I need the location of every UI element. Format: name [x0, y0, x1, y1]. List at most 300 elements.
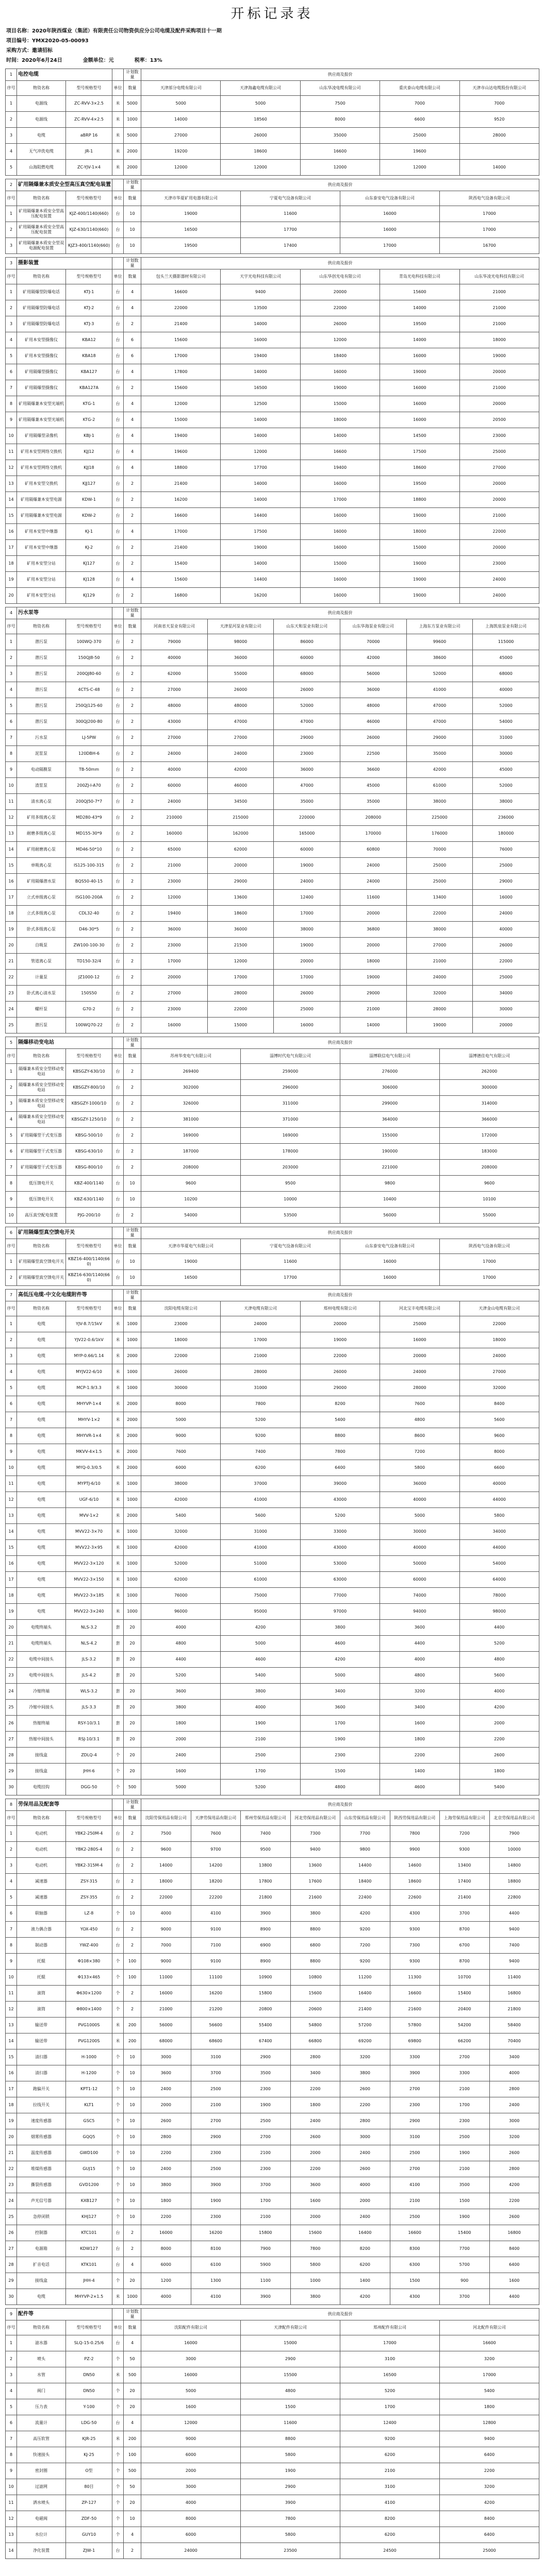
row-spec: NLS-3.2	[66, 1620, 112, 1636]
row-price: 16600	[390, 2225, 440, 2241]
row-qty: 10	[124, 2113, 141, 2129]
row-spec: 150QJ8-50	[66, 650, 112, 666]
row-price: 2300	[300, 1748, 380, 1764]
row-price: 52000	[473, 778, 539, 794]
row-price: 26000	[221, 128, 300, 144]
document-meta	[6, 26, 539, 65]
row-seq: 25	[6, 2209, 17, 2225]
row-price: 2500	[221, 1748, 300, 1764]
table-row	[6, 2177, 539, 2193]
row-price: 41000	[406, 682, 473, 698]
row-unit: 个	[112, 2399, 124, 2415]
header-row	[6, 1049, 539, 1064]
row-price: 5800	[241, 2527, 340, 2543]
row-name: 立式单级离心泵	[17, 890, 66, 906]
row-spec: KJ129	[66, 588, 112, 604]
row-price: 9400	[221, 284, 300, 300]
bid-table	[5, 69, 539, 176]
row-name: 矿用隔爆型防爆电话	[17, 300, 66, 316]
row-price: 12000	[221, 160, 300, 176]
row-spec: JLS-3.2	[66, 1652, 112, 1668]
row-qty: 1000	[124, 1476, 141, 1492]
row-name: 潜污泵	[17, 666, 66, 682]
row-price: 11600	[241, 1254, 340, 1270]
row-qty: 500	[124, 1780, 141, 1795]
row-price: 42000	[141, 1540, 221, 1556]
row-name: 电缆中间接头	[17, 1668, 66, 1684]
row-unit: 台	[112, 634, 124, 650]
supplier-name: 沈阳电缆有限公司	[141, 1301, 221, 1316]
row-spec: KBSGZY-630/10	[66, 1064, 112, 1080]
row-name: 矿用本安型分站	[17, 572, 66, 588]
row-price: 60000	[274, 650, 340, 666]
row-name: 计量泵	[17, 970, 66, 986]
row-spec: GQQ5	[66, 2129, 112, 2145]
row-name: 流量计	[17, 2415, 66, 2431]
row-price: 99600	[406, 634, 473, 650]
table-row	[6, 1524, 539, 1540]
row-price: 26000	[274, 682, 340, 698]
row-unit: 台	[112, 460, 124, 476]
row-unit: 台	[112, 1144, 124, 1160]
row-price: 2600	[489, 2209, 539, 2225]
row-price: 2100	[221, 1732, 300, 1748]
row-seq: 8	[6, 1938, 17, 1954]
row-qty: 4	[124, 524, 141, 540]
table-row	[6, 96, 539, 112]
row-price: 97000	[300, 1604, 380, 1620]
table-row	[6, 524, 539, 540]
row-unit: 台	[112, 1842, 124, 1858]
row-price: 47000	[274, 714, 340, 730]
row-name: 矿用隔爆型摄像仪	[17, 380, 66, 396]
row-price: 8800	[300, 1428, 380, 1444]
row-price: 11100	[191, 1970, 241, 1986]
row-spec: KBSGZY-800/10	[66, 1080, 112, 1096]
row-seq: 10	[6, 1208, 17, 1224]
row-unit: 台	[112, 2543, 124, 2559]
row-price: 16200	[141, 492, 221, 508]
row-qty: 500	[124, 2367, 141, 2383]
row-price: 2900	[241, 2049, 291, 2065]
row-spec: JLS-3.3	[66, 1700, 112, 1716]
row-name: 速度传感器	[17, 2113, 66, 2129]
row-spec: KBA127	[66, 364, 112, 380]
row-price: 9700	[191, 1842, 241, 1858]
row-price: 45000	[473, 762, 539, 778]
row-qty: 2	[124, 1208, 141, 1224]
row-price: 21400	[141, 476, 221, 492]
row-seq: 29	[6, 1764, 17, 1780]
row-price: 17000	[274, 906, 340, 922]
row-unit: 台	[112, 572, 124, 588]
row-qty: 2	[124, 746, 141, 762]
row-price: 5400	[141, 1508, 221, 1524]
row-price: 25000	[473, 858, 539, 874]
row-name: 电缆	[17, 1572, 66, 1588]
row-price: 26000	[473, 938, 539, 954]
row-price: 17700	[241, 1270, 340, 1286]
row-price: 14000	[141, 112, 221, 128]
row-price: 26000	[274, 986, 340, 1002]
row-price: 3300	[390, 2049, 440, 2065]
row-price: 15600	[141, 380, 221, 396]
row-price: 68000	[473, 666, 539, 682]
row-qty: 4	[124, 412, 141, 428]
row-seq: 10	[6, 778, 17, 794]
row-qty: 100	[124, 1954, 141, 1970]
row-price: 16000	[300, 572, 380, 588]
row-seq: 25	[6, 1018, 17, 1033]
row-price: 18000	[141, 1874, 191, 1890]
table-row	[6, 2129, 539, 2145]
row-price: 8200	[300, 1396, 380, 1412]
row-price: 3800	[340, 2065, 390, 2081]
supplier-name: 天津电缆有限公司	[221, 1301, 300, 1316]
row-price: 169000	[241, 1128, 340, 1144]
supplier-name: 山东劳保用品有限公司	[340, 1811, 390, 1826]
row-price: 18000	[380, 524, 459, 540]
row-seq: 1	[6, 96, 17, 112]
row-price: 48000	[340, 698, 406, 714]
row-price: 5200	[221, 1780, 300, 1795]
row-price: 11400	[489, 1970, 539, 1986]
row-price: 20000	[459, 540, 539, 556]
row-price: 3400	[380, 1700, 459, 1716]
row-price: 1100	[241, 2273, 291, 2289]
table-row	[6, 2049, 539, 2065]
row-unit: 台	[112, 1254, 124, 1270]
row-price: 296000	[241, 1080, 340, 1096]
row-price: 6200	[221, 1460, 300, 1476]
row-price: 14000	[340, 1018, 406, 1033]
row-qty: 4	[124, 396, 141, 412]
bid-table	[5, 257, 539, 604]
row-seq: 11	[6, 1476, 17, 1492]
row-price: 18560	[221, 112, 300, 128]
header-row	[6, 619, 539, 634]
row-price: 38000	[274, 922, 340, 938]
row-price: 16000	[340, 1270, 440, 1286]
row-price: 2800	[489, 2081, 539, 2097]
row-price: 24000	[207, 746, 274, 762]
row-seq: 16	[6, 1556, 17, 1572]
row-spec: YWZ-400	[66, 1938, 112, 1954]
row-spec: MYPTJ-6/10	[66, 1476, 112, 1492]
table-row	[6, 1018, 539, 1033]
row-qty: 2	[124, 380, 141, 396]
row-qty: 2	[124, 1144, 141, 1160]
planned-qty-label: 计划数量	[124, 607, 141, 619]
row-spec: KJZ-400/1140(660)	[66, 206, 112, 222]
row-price: 2500	[390, 2145, 440, 2161]
row-price: 215000	[207, 810, 274, 826]
table-row	[6, 556, 539, 572]
row-price: 21400	[141, 540, 221, 556]
row-unit: 台	[112, 2335, 124, 2351]
quote-header: 供应商及报价	[141, 179, 539, 191]
table-row	[6, 2225, 539, 2241]
row-price: 2500	[241, 2113, 291, 2129]
row-qty: 2	[124, 954, 141, 970]
row-spec: KLT1	[66, 2097, 112, 2113]
row-unit: 台	[112, 794, 124, 810]
row-price: 12400	[340, 2415, 440, 2431]
row-price: 40000	[473, 682, 539, 698]
row-qty: 1000	[124, 1572, 141, 1588]
blank-cell	[112, 179, 124, 191]
row-price: 17000	[141, 954, 208, 970]
row-price: 7000	[141, 1938, 191, 1954]
row-price: 5200	[221, 1412, 300, 1428]
row-price: 3700	[191, 2065, 241, 2081]
row-qty: 10	[124, 2081, 141, 2097]
row-spec: JHH-6	[66, 1764, 112, 1780]
row-price: 25000	[459, 444, 539, 460]
row-price: 17000	[340, 238, 440, 254]
row-price: 20000	[300, 1316, 380, 1332]
row-qty: 2	[124, 2225, 141, 2241]
row-price: 60000	[274, 842, 340, 858]
row-price: 2000	[340, 2193, 390, 2209]
row-price: 24000	[459, 1348, 539, 1364]
row-price: 4000	[340, 2177, 390, 2193]
col-seq: 序号	[6, 1239, 17, 1254]
row-seq: 9	[6, 412, 17, 428]
row-unit: 台	[112, 1002, 124, 1018]
row-spec: DGG-50	[66, 1780, 112, 1795]
row-price: 12000	[207, 954, 274, 970]
bid-table	[5, 179, 539, 254]
table-row	[6, 1096, 539, 1112]
row-price: 15600	[141, 572, 221, 588]
row-price: 12000	[141, 890, 208, 906]
row-price: 12400	[274, 890, 340, 906]
row-price: 3100	[340, 2479, 440, 2495]
table-row	[6, 1412, 539, 1428]
table-row	[6, 778, 539, 794]
row-price: 66800	[290, 2033, 340, 2049]
table-row	[6, 1144, 539, 1160]
row-seq: 13	[6, 476, 17, 492]
row-unit: 个	[112, 2447, 124, 2463]
row-spec: KBA12	[66, 332, 112, 348]
row-price: 8300	[390, 2241, 440, 2257]
row-price: 19500	[380, 476, 459, 492]
row-unit: 米	[112, 1476, 124, 1492]
table-row	[6, 1716, 539, 1732]
row-unit: 个	[112, 2097, 124, 2113]
row-price: 3900	[191, 2177, 241, 2193]
row-seq: 11	[6, 444, 17, 460]
row-unit: 台	[112, 986, 124, 1002]
row-seq: 7	[6, 380, 17, 396]
row-price: 7600	[191, 1826, 241, 1842]
row-qty: 2000	[124, 1444, 141, 1460]
row-name: 托辊	[17, 1970, 66, 1986]
row-price: 9000	[141, 1954, 191, 1970]
row-price: 4600	[300, 1636, 380, 1652]
row-unit: 台	[112, 682, 124, 698]
row-name: 矿用本安型摄像仪	[17, 332, 66, 348]
col-unit: 单位	[112, 269, 124, 284]
row-seq: 4	[6, 682, 17, 698]
row-price: 187000	[141, 1144, 241, 1160]
row-unit: 个	[112, 2527, 124, 2543]
row-price: 14400	[221, 572, 300, 588]
row-qty: 2	[124, 970, 141, 986]
document-title: 开标记录表	[230, 6, 314, 22]
row-price: 9400	[440, 2431, 539, 2447]
row-spec: KTJ-3	[66, 316, 112, 332]
row-price: 208000	[340, 810, 406, 826]
row-price: 12800	[440, 2415, 539, 2431]
row-spec: 80目	[66, 2479, 112, 2495]
row-qty: 4	[124, 284, 141, 300]
row-price: 98000	[459, 1604, 539, 1620]
row-price: 54000	[459, 1556, 539, 1572]
table-row	[6, 634, 539, 650]
row-name: 无气冲洗电缆	[17, 144, 66, 160]
row-qty: 1000	[124, 1524, 141, 1540]
row-price: 42000	[207, 762, 274, 778]
col-spec: 型号规格型号	[66, 2320, 112, 2335]
row-qty: 10	[124, 1254, 141, 1270]
row-price: 2600	[459, 1748, 539, 1764]
row-spec: ISG100-200A	[66, 890, 112, 906]
row-price: 4800	[380, 1412, 459, 1428]
row-price: 17000	[440, 2367, 539, 2383]
row-price: 17800	[141, 364, 221, 380]
row-name: 电缆	[17, 1364, 66, 1380]
supplier-name: 河北宝丰电缆有限公司	[380, 1301, 459, 1316]
row-unit: 米	[112, 2431, 124, 2447]
row-seq: 23	[6, 2177, 17, 2193]
row-price: 60800	[340, 842, 406, 858]
row-price: 3600	[380, 1620, 459, 1636]
row-seq: 6	[6, 364, 17, 380]
table-row	[6, 412, 539, 428]
row-price: 40000	[459, 1476, 539, 1492]
row-price: 77000	[300, 1588, 380, 1604]
table-row	[6, 746, 539, 762]
row-price: 18000	[459, 1332, 539, 1348]
row-seq: 14	[6, 1524, 17, 1540]
row-price: 1700	[300, 1716, 380, 1732]
section-title-row	[6, 1227, 539, 1239]
row-price: 19000	[380, 364, 459, 380]
table-row	[6, 1826, 539, 1842]
row-price: 15600	[290, 2225, 340, 2241]
row-price: 2100	[390, 2193, 440, 2209]
row-unit: 台	[112, 874, 124, 890]
row-seq: 5	[6, 2399, 17, 2415]
row-spec: 200QJ50-7*7	[66, 794, 112, 810]
row-spec: ZW100-100-30	[66, 938, 112, 954]
row-price: 16600	[440, 2335, 539, 2351]
section-number: 9	[6, 2309, 17, 2320]
row-spec: KBSG-500/10	[66, 1128, 112, 1144]
row-price: 2300	[241, 2081, 291, 2097]
supplier-name: 青岛光电科技有限公司	[380, 269, 459, 284]
row-price: 44000	[459, 1540, 539, 1556]
row-seq: 7	[6, 2431, 17, 2447]
row-unit: 台	[112, 650, 124, 666]
section-title: 隔爆移动变电站	[17, 1037, 112, 1049]
row-price: 21000	[459, 284, 539, 300]
table-row	[6, 842, 539, 858]
row-unit: 台	[112, 858, 124, 874]
col-name: 物资名称	[17, 1811, 66, 1826]
planned-qty-label: 计划数量	[124, 258, 141, 269]
row-name: 堆煤传感器	[17, 2161, 66, 2177]
row-price: 51000	[221, 1556, 300, 1572]
row-price: 221000	[340, 1160, 440, 1176]
row-price: 16200	[221, 588, 300, 604]
row-unit: 套	[112, 1620, 124, 1636]
row-unit: 台	[112, 556, 124, 572]
row-price: 326000	[141, 1096, 241, 1112]
row-name: 电缆中间接头	[17, 1652, 66, 1668]
row-seq: 28	[6, 2257, 17, 2273]
row-price: 2500	[191, 2081, 241, 2097]
planned-qty-label: 计划数量	[124, 1227, 141, 1239]
table-row	[6, 1316, 539, 1332]
row-seq: 20	[6, 1620, 17, 1636]
row-price: 16700	[440, 238, 539, 254]
row-spec: ZSY-315	[66, 1874, 112, 1890]
row-price: 183000	[440, 1144, 539, 1160]
row-price: 4400	[141, 1652, 221, 1668]
row-name: 电缆	[17, 1348, 66, 1364]
row-unit: 个	[112, 1906, 124, 1922]
row-name: 矿用隔爆型干式变压器	[17, 1160, 66, 1176]
row-unit: 台	[112, 348, 124, 364]
row-name: 污水泵	[17, 730, 66, 746]
row-price: 14000	[221, 364, 300, 380]
row-price: 17000	[207, 970, 274, 986]
row-seq: 15	[6, 1540, 17, 1556]
row-qty: 20	[124, 1684, 141, 1700]
row-price: 2900	[241, 2479, 340, 2495]
row-price: 36000	[207, 650, 274, 666]
row-name: 电缆	[17, 1316, 66, 1332]
row-qty: 50	[124, 2479, 141, 2495]
row-price: 3400	[300, 1684, 380, 1700]
section-title: 劳保用品及配套等	[17, 1799, 112, 1811]
row-price: 6800	[290, 1938, 340, 1954]
row-seq: 20	[6, 2129, 17, 2145]
row-unit: 台	[112, 206, 124, 222]
row-seq: 24	[6, 2193, 17, 2209]
row-price: 4800	[241, 2383, 340, 2399]
row-price: 5800	[380, 1460, 459, 1476]
row-spec: KBA18	[66, 348, 112, 364]
row-spec: CDL32-40	[66, 906, 112, 922]
table-row	[6, 508, 539, 524]
row-name: 减速器	[17, 1874, 66, 1890]
row-qty: 2000	[124, 160, 141, 176]
row-price: 13600	[290, 1858, 340, 1874]
row-name: 电源箱	[17, 2241, 66, 2257]
row-price: 15600	[141, 332, 221, 348]
row-qty: 2	[124, 842, 141, 858]
row-qty: 4	[124, 2335, 141, 2351]
row-name: 矿用隔爆型真空馈电开关	[17, 1254, 66, 1270]
row-unit: 台	[112, 492, 124, 508]
row-price: 43000	[300, 1540, 380, 1556]
row-price: 22800	[489, 1890, 539, 1906]
